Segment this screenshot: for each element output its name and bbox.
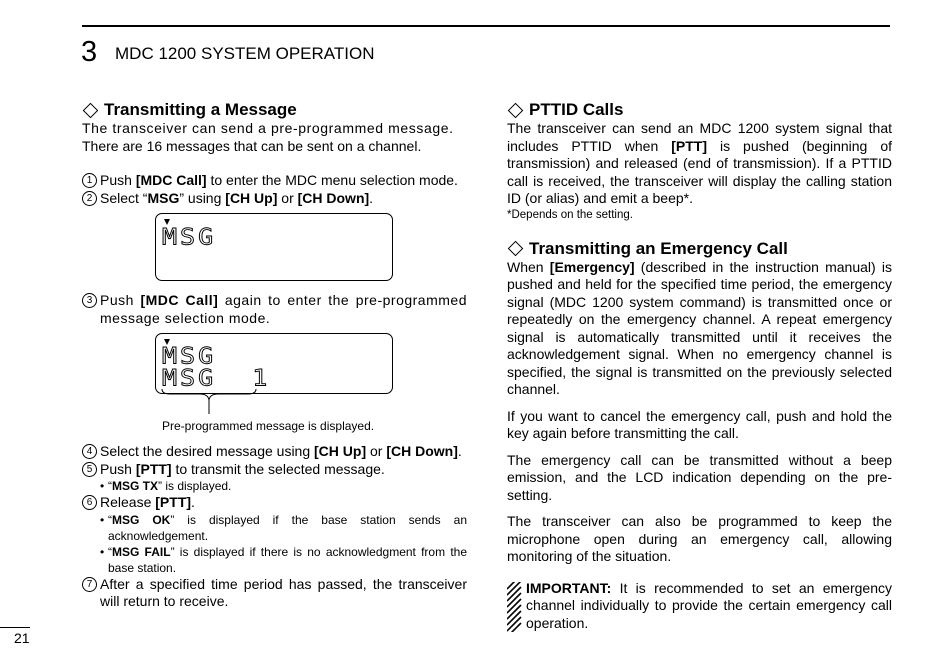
step-number: 5 xyxy=(82,462,97,477)
step-text: or xyxy=(277,189,298,206)
key-label: [MDC Call] xyxy=(140,292,219,308)
step-1 xyxy=(82,172,467,190)
page-number: 21 xyxy=(14,630,30,646)
bullet-text: “ xyxy=(108,512,112,527)
bullet-text: “ xyxy=(108,479,112,493)
step-text: Release xyxy=(100,494,156,510)
step-number: 4 xyxy=(82,444,97,459)
bullet-msg-fail xyxy=(82,544,467,576)
step-text: Push xyxy=(100,460,136,477)
page-number-rule xyxy=(0,627,30,628)
step-text: Push xyxy=(100,172,136,188)
callout-brace xyxy=(160,389,260,419)
step-4 xyxy=(82,443,467,461)
step-number: 7 xyxy=(82,577,97,592)
bullet-dot: • xyxy=(100,544,105,559)
intro-line-2: There are 16 messages that can be sent on a channel. xyxy=(82,137,422,154)
section-heading-emergency xyxy=(507,239,892,259)
step-number: 1 xyxy=(82,173,97,188)
paragraph-text: It is recommended to set an emergency channel individually to provide the certain emergency call operation. xyxy=(526,579,892,631)
paragraph-text: When xyxy=(507,258,550,275)
key-label: [CH Down] xyxy=(297,189,370,206)
step-number: 3 xyxy=(82,293,97,308)
step-number: 6 xyxy=(82,495,97,510)
step-text: . xyxy=(457,443,462,459)
display-label: MSG OK xyxy=(112,512,171,527)
emergency-paragraph-2: If you want to cancel the emergency call, push and hold the key again before transmitting the call. xyxy=(507,407,892,441)
important-note xyxy=(507,580,892,633)
section-heading-pttid xyxy=(507,100,892,120)
step-number: 2 xyxy=(82,191,97,206)
step-text: to transmit the selected message. xyxy=(171,460,385,477)
footnote: *Depends on the setting. xyxy=(507,208,633,221)
chapter-title: MDC 1200 SYSTEM OPERATION xyxy=(115,44,375,63)
step-text: . xyxy=(191,494,195,510)
lcd-caption: Pre-programmed message is displayed. xyxy=(162,419,375,433)
section-heading-text: PTTID Calls xyxy=(529,100,624,119)
left-column xyxy=(82,100,467,611)
key-label: [Emergency] xyxy=(549,258,635,275)
display-label: MSG TX xyxy=(112,479,159,493)
step-text: again to enter the pre-programmed message selection mode. xyxy=(100,292,467,326)
step-text: Select the desired message using xyxy=(100,443,315,459)
lcd-line-1: MSG xyxy=(162,343,217,370)
step-5 xyxy=(82,461,467,479)
header-rule xyxy=(82,25,890,27)
section-heading-text: Transmitting an Emergency Call xyxy=(529,238,788,258)
lcd-line-2: MSG 1 xyxy=(162,365,271,392)
emergency-paragraph-3: The emergency call can be transmitted without a beep emission, and the LCD indication depending on the pre-setting. xyxy=(507,451,892,503)
bullet-msg-ok xyxy=(82,512,467,544)
bullet-dot: • xyxy=(100,512,105,527)
warning-hatch-icon xyxy=(507,582,522,632)
lcd-display-2 xyxy=(155,333,393,394)
chapter-number: 3 xyxy=(81,36,98,68)
key-label: [CH Up] xyxy=(225,189,278,206)
bullet-text: “ xyxy=(108,544,112,559)
key-label: [PTT] xyxy=(155,494,192,510)
display-label: MSG FAIL xyxy=(112,544,171,559)
emergency-paragraph-4: The transceiver can also be programmed to keep the microphone open during an emergency call, allowing monitoring of the situation. xyxy=(507,513,892,564)
section-heading-transmitting-message xyxy=(82,100,467,120)
lcd-line-1: MSG xyxy=(162,224,217,251)
pttid-paragraph xyxy=(507,120,892,208)
key-label: [PTT] xyxy=(135,460,172,477)
bullet-text: ” is displayed. xyxy=(158,479,232,493)
step-7 xyxy=(82,576,467,611)
key-label: [CH Up] xyxy=(314,443,367,459)
bullet-dot: • xyxy=(100,479,105,493)
step-text: . xyxy=(369,189,374,206)
important-text xyxy=(526,580,892,633)
step-6 xyxy=(82,494,467,512)
step-text: or xyxy=(366,443,387,459)
intro-line-1: The transceiver can send a pre-programmed message. xyxy=(82,120,454,136)
step-2 xyxy=(82,190,467,208)
step-text: ” using xyxy=(179,189,226,206)
diamond-icon xyxy=(83,102,99,118)
right-column xyxy=(507,100,892,632)
key-label: [CH Down] xyxy=(386,443,458,459)
diamond-icon xyxy=(508,241,524,257)
step-text: Select “ xyxy=(100,189,148,206)
step-text: After a specified time period has passed, the transceiver will return to receive. xyxy=(100,575,467,609)
bullet-msg-tx xyxy=(82,478,467,494)
paragraph-text: (described in the instruction manual) is pushed and held for the specified time period, the emergency signal (MDC 1200 system command) is transmitted once or repeatedly on the emergency channel. A repeat emergency signal is automatically transmitted until it receives the acknowledgement signal. When no emergency channel is specified, the signal is transmitted on the previously selected channel. xyxy=(507,258,892,397)
bullet-text: ” is displayed if there is no acknowledgment from the base station. xyxy=(108,544,468,575)
display-label: MSG xyxy=(147,189,180,206)
step-3 xyxy=(82,292,467,327)
step-text: to enter the MDC menu selection mode. xyxy=(206,172,458,188)
lcd-display-1 xyxy=(155,213,393,281)
bullet-text: ” is displayed if the base station sends an acknowledgement. xyxy=(108,512,467,543)
section-heading-text: Transmitting a Message xyxy=(104,100,297,119)
diamond-icon xyxy=(508,102,524,118)
important-label: IMPORTANT: xyxy=(526,579,612,596)
emergency-paragraph-1 xyxy=(507,259,892,399)
key-label: [PTT] xyxy=(671,137,707,154)
key-label: [MDC Call] xyxy=(135,172,207,188)
step-text: Push xyxy=(100,292,141,308)
paragraph-text: is pushed (beginning of transmission) and released (end of transmission). If a PTTID call is received, the transceiver will display the calling station ID (or alias) and emit a beep*. xyxy=(507,137,892,206)
paragraph-text: The transceiver can send an MDC 1200 system signal that includes PTTID when xyxy=(507,120,892,154)
